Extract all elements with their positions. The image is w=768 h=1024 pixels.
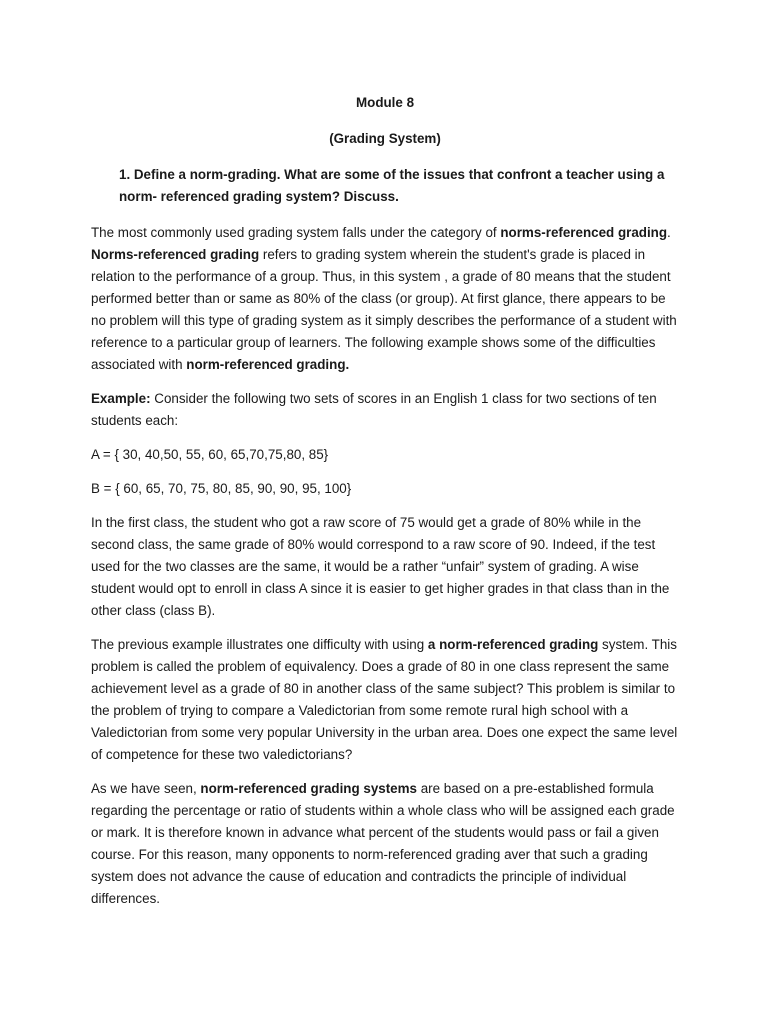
- paragraph-text: system. This problem is called the problem of equivalency. Does a grade of 80 in one class represent the same achievement level as a grade of 80 in another class of the same subject? This problem is similar to the problem of trying to compare a Valedictorian from some remote rural high school with a Valedictorian from some very popular University in the urban area. Does one expect the same level of competence for these two valedictorians?: [91, 637, 678, 762]
- bold-term: norm-referenced grading systems: [200, 781, 417, 796]
- paragraph-text: Consider the following two sets of scores in an English 1 class for two sections of ten students each:: [91, 391, 657, 428]
- bold-term: norm-referenced grading.: [186, 357, 350, 372]
- paragraph-example: [91, 388, 679, 432]
- example-label: Example:: [91, 391, 151, 406]
- paragraph-conclusion: [91, 778, 679, 910]
- section-title: (Grading System): [329, 131, 441, 146]
- paragraph-text: As we have seen,: [91, 781, 201, 796]
- document-page: [91, 92, 679, 922]
- paragraph-equivalency: [91, 634, 679, 766]
- paragraph-text: The most commonly used grading system falls under the category of: [91, 225, 501, 240]
- paragraph-text: refers to grading system wherein the student's grade is placed in relation to the performance of a group. Thus, in this system , a grade of 80 means that the student performed better than or same as 80% of the class (or group). At first glance, there appears to be no problem will this type of grading system as it simply describes the performance of a student with reference to a particular group of learners. The following example shows some of the difficulties associated with: [91, 247, 677, 372]
- paragraph-text: The previous example illustrates one difficulty with using: [91, 637, 428, 652]
- bold-term: a norm-referenced grading: [427, 637, 599, 652]
- bold-term: norms-referenced grading: [500, 225, 668, 240]
- paragraph-definition: [91, 222, 679, 376]
- bold-term: Norms-referenced grading: [91, 247, 260, 262]
- score-set-b: B = { 60, 65, 70, 75, 80, 85, 90, 90, 95, 100}: [91, 481, 352, 496]
- score-set-a: A = { 30, 40,50, 55, 60, 65,70,75,80, 85}: [91, 447, 329, 462]
- paragraph-comparison: In the first class, the student who got a raw score of 75 would get a grade of 80% while in the second class, the same grade of 80% would correspond to a raw score of 90. Indeed, if the test used for the two classes are the same, it would be a rather “unfair” system of grading. A wise student would opt to enroll in class A since it is easier to get higher grades in that class than in the other class (class B).: [91, 515, 670, 618]
- paragraph-text: are based on a pre-established formula regarding the percentage or ratio of students within a whole class who will be assigned each grade or mark. It is therefore known in advance what percent of the students would pass or fail a given course. For this reason, many opponents to norm-referenced grading aver that such a grading system does not advance the cause of education and contradicts the principle of individual differences.: [91, 781, 675, 906]
- question-heading: 1. Define a norm-grading. What are some of the issues that confront a teacher using a norm- referenced grading system? Discuss.: [119, 167, 665, 204]
- module-title: Module 8: [355, 95, 415, 110]
- paragraph-text: .: [667, 225, 671, 240]
